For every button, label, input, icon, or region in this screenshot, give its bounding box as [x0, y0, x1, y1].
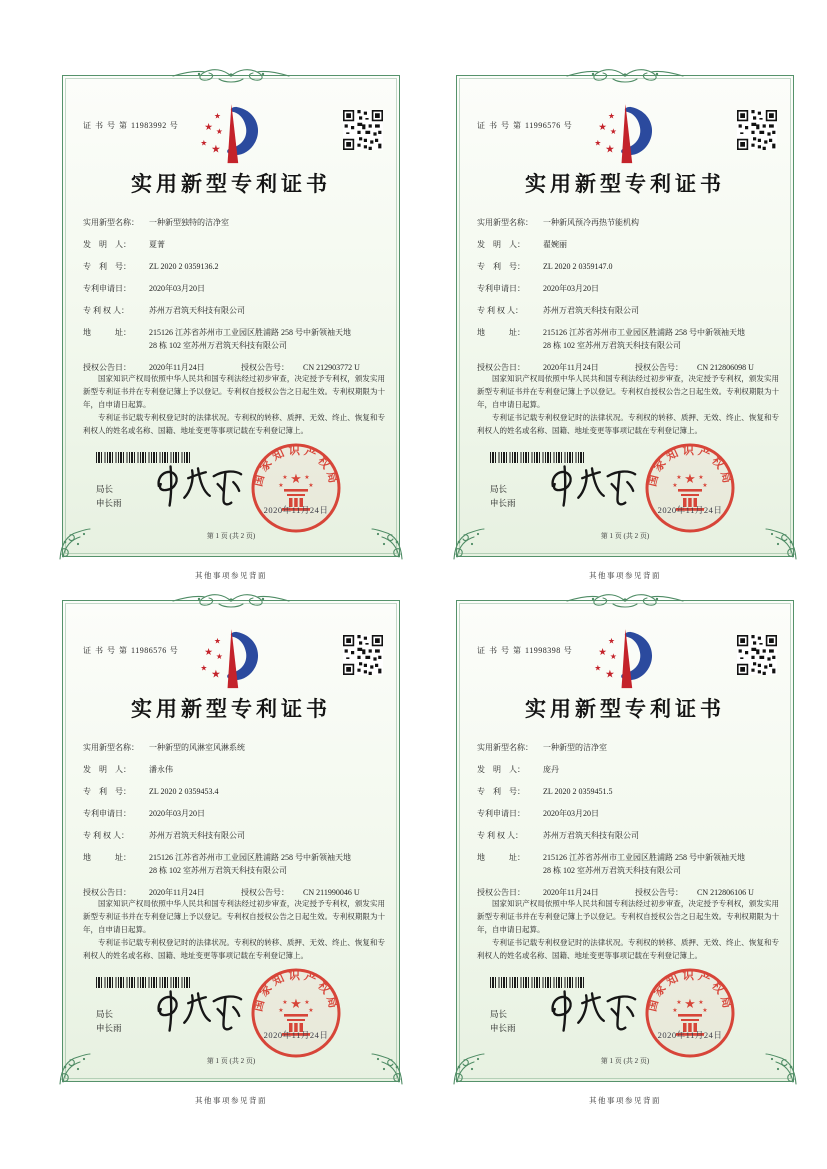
address-line-1: 215126 江苏省苏州市工业园区胜浦路 258 号中新领袖天地 [543, 328, 745, 337]
border-ornament-icon [169, 67, 293, 85]
utility-model-name-value: 一种新型独特的洁净室 [149, 218, 229, 227]
grant-number-label: 授权公告号： [241, 362, 289, 372]
patent-certificate [62, 75, 400, 581]
legal-text [83, 897, 385, 962]
svg-text:★: ★ [308, 482, 314, 489]
field-inventor [83, 765, 385, 775]
back-note: 其他事项参见背面 [195, 1096, 267, 1105]
inventor-value: 庞丹 [543, 765, 559, 774]
certificate-number-prefix: 证 书 号 第 [477, 121, 522, 130]
address-line-1: 215126 江苏省苏州市工业园区胜浦路 258 号中新领袖天地 [543, 853, 745, 862]
patent-number-value: ZL 2020 2 0359451.5 [543, 787, 613, 796]
certificate-title: 实用新型专利证书 [525, 172, 725, 196]
svg-text:★: ★ [672, 1007, 678, 1014]
field-utility-model-name [83, 743, 385, 753]
director-title: 局长 [96, 484, 114, 494]
patentee-value: 苏州万君筑天科技有限公司 [149, 831, 245, 840]
certificate-fields [477, 218, 779, 385]
svg-text:★: ★ [308, 1007, 314, 1014]
legal-paragraph-2: 专利证书记载专利权登记时的法律状况。专利权的转移、质押、无效、终止、恢复和专利权人的姓名或名称、国籍、地址变更等事项记载在专利登记簿上。 [83, 938, 385, 960]
director-title: 局长 [490, 1009, 508, 1019]
svg-text:★: ★ [598, 122, 607, 134]
svg-text:★: ★ [672, 482, 678, 489]
name-label: 实用新型名称： [83, 743, 139, 752]
address-value [543, 328, 779, 350]
patent-number-label: 专 利 号： [477, 787, 525, 796]
page-indicator: 第 1 页 (共 2 页) [600, 1057, 650, 1065]
page-indicator: 第 1 页 (共 2 页) [206, 532, 256, 540]
director-signature [149, 987, 247, 1035]
legal-paragraph-2: 专利证书记载专利权登记时的法律状况。专利权的转移、质押、无效、终止、恢复和专利权人的姓名或名称、国籍、地址变更等事项记载在专利登记簿上。 [83, 413, 385, 435]
seal-date: 2020年11月24日 [263, 505, 329, 515]
field-filing-date [83, 809, 385, 819]
filing-date-label: 专利申请日： [477, 284, 525, 293]
svg-text:★: ★ [684, 472, 696, 487]
address-label: 地 址： [477, 853, 525, 862]
field-inventor [83, 240, 385, 250]
svg-text:★: ★ [204, 647, 213, 659]
field-patent-number [83, 262, 385, 272]
legal-paragraph-2: 专利证书记载专利权登记时的法律状况。专利权的转移、质押、无效、终止、恢复和专利权人的姓名或名称、国籍、地址变更等事项记载在专利登记簿上。 [477, 938, 779, 960]
field-address [477, 328, 779, 350]
back-note: 其他事项参见背面 [589, 1096, 661, 1105]
grant-number-value: CN 212806106 U [697, 887, 754, 897]
svg-text:★: ★ [702, 482, 708, 489]
address-line-2: 28 栋 102 室苏州万君筑天科技有限公司 [543, 340, 681, 350]
patentee-value: 苏州万君筑天科技有限公司 [543, 831, 639, 840]
page-indicator: 第 1 页 (共 2 页) [206, 1057, 256, 1065]
field-patentee [477, 831, 779, 841]
grant-date-label: 授权公告日： [83, 362, 131, 372]
svg-text:★: ★ [211, 142, 221, 156]
grant-date-value: 2020年11月24日 [543, 362, 599, 372]
official-seal-icon [249, 966, 343, 1060]
svg-text:★: ★ [304, 999, 310, 1006]
page-indicator: 第 1 页 (共 2 页) [600, 532, 650, 540]
director-title: 局长 [490, 484, 508, 494]
svg-text:★: ★ [282, 474, 288, 481]
grant-date-label: 授权公告日： [83, 887, 131, 897]
svg-text:★: ★ [594, 138, 602, 148]
svg-text:★: ★ [278, 1007, 284, 1014]
filing-date-value: 2020年03月20日 [543, 809, 599, 818]
field-filing-date [477, 809, 779, 819]
patentee-label: 专 利 权 人： [83, 831, 129, 840]
inventor-label: 发 明 人： [83, 240, 131, 249]
svg-text:★: ★ [702, 1007, 708, 1014]
grant-number-label: 授权公告号： [635, 887, 683, 897]
field-patentee [83, 831, 385, 841]
svg-text:★: ★ [609, 127, 617, 137]
grant-date-label: 授权公告日： [477, 362, 525, 372]
border-ornament-icon [563, 592, 687, 610]
certificate-frame [456, 75, 794, 557]
patent-number-value: ZL 2020 2 0359147.0 [543, 262, 613, 271]
legal-text [83, 372, 385, 437]
grant-date-value: 2020年11月24日 [543, 887, 599, 897]
qr-code-icon [737, 635, 777, 675]
svg-text:★: ★ [676, 999, 682, 1006]
certificate-fields [83, 743, 385, 910]
filing-date-value: 2020年03月20日 [149, 284, 205, 293]
field-address [477, 853, 779, 875]
qr-code-icon [343, 110, 383, 150]
filing-date-value: 2020年03月20日 [543, 284, 599, 293]
patentee-label: 专 利 权 人： [477, 306, 523, 315]
address-label: 地 址： [477, 328, 525, 337]
patentee-label: 专 利 权 人： [477, 831, 523, 840]
legal-paragraph-2: 专利证书记载专利权登记时的法律状况。专利权的转移、质押、无效、终止、恢复和专利权人的姓名或名称、国籍、地址变更等事项记载在专利登记簿上。 [477, 413, 779, 435]
legal-text [477, 372, 779, 437]
address-line-2: 28 栋 102 室苏州万君筑天科技有限公司 [543, 865, 681, 875]
certificate-number-prefix: 证 书 号 第 [83, 646, 128, 655]
svg-text:★: ★ [594, 663, 602, 673]
filing-date-label: 专利申请日： [83, 809, 131, 818]
certificate-fields [477, 743, 779, 910]
director-block [96, 1007, 122, 1035]
patent-certificate [456, 75, 794, 581]
seal-date: 2020年11月24日 [657, 1030, 723, 1040]
address-value [543, 853, 779, 875]
svg-text:★: ★ [290, 997, 302, 1012]
address-value [149, 853, 385, 875]
border-ornament-icon [169, 592, 293, 610]
director-signature [543, 462, 641, 510]
svg-text:★: ★ [211, 667, 221, 681]
seal-date: 2020年11月24日 [263, 1030, 329, 1040]
address-value [149, 328, 385, 350]
certificate-frame [62, 600, 400, 1082]
patentee-label: 专 利 权 人： [83, 306, 129, 315]
patent-certificate [62, 600, 400, 1106]
filing-date-label: 专利申请日： [83, 284, 131, 293]
svg-text:★: ★ [607, 636, 615, 646]
certificate-frame [456, 600, 794, 1082]
utility-model-name-value: 一种新型的洁净室 [543, 743, 607, 752]
certificate-number-value: 11983992 [131, 121, 167, 130]
certificate-fields [83, 218, 385, 385]
qr-code-icon [343, 635, 383, 675]
field-utility-model-name [83, 218, 385, 228]
certificate-number-value: 11986576 [131, 646, 167, 655]
field-utility-model-name [477, 218, 779, 228]
svg-text:★: ★ [213, 111, 221, 121]
director-block [96, 482, 122, 510]
svg-text:★: ★ [684, 997, 696, 1012]
certificate-title: 实用新型专利证书 [131, 172, 331, 196]
legal-paragraph-1: 国家知识产权局依照中华人民共和国专利法经过初步审查，决定授予专利权，颁发实用新型专利证书并在专利登记簿上予以登记。专利权自授权公告之日起生效。专利权期限为十年，自申请日起算。 [477, 899, 779, 934]
director-signature [149, 462, 247, 510]
grant-date-label: 授权公告日： [477, 887, 525, 897]
grant-number-value: CN 212903772 U [303, 362, 360, 372]
certificate-number [83, 645, 179, 656]
svg-text:国家知识产权局: 国家知识产权局 [646, 970, 734, 1013]
inventor-label: 发 明 人： [83, 765, 131, 774]
director-block [490, 1007, 516, 1035]
address-line-2: 28 栋 102 室苏州万君筑天科技有限公司 [149, 340, 287, 350]
field-grant [83, 363, 385, 373]
legal-paragraph-1: 国家知识产权局依照中华人民共和国专利法经过初步审查，决定授予专利权，颁发实用新型专利证书并在专利登记簿上予以登记。专利权自授权公告之日起生效。专利权期限为十年，自申请日起算。 [83, 374, 385, 409]
field-filing-date [477, 284, 779, 294]
field-patent-number [477, 787, 779, 797]
inventor-label: 发 明 人： [477, 765, 525, 774]
certificate-number-prefix: 证 书 号 第 [477, 646, 522, 655]
official-seal-icon [643, 966, 737, 1060]
svg-text:★: ★ [605, 667, 615, 681]
field-address [83, 328, 385, 350]
svg-text:★: ★ [282, 999, 288, 1006]
director-name: 申长雨 [490, 498, 516, 508]
name-label: 实用新型名称： [477, 743, 533, 752]
address-label: 地 址： [83, 328, 131, 337]
svg-text:★: ★ [304, 474, 310, 481]
address-line-1: 215126 江苏省苏州市工业园区胜浦路 258 号中新领袖天地 [149, 328, 351, 337]
certificate-number-value: 11998398 [525, 646, 561, 655]
utility-model-name-value: 一种新型的风淋室风淋系统 [149, 743, 245, 752]
svg-text:★: ★ [200, 663, 208, 673]
filing-date-value: 2020年03月20日 [149, 809, 205, 818]
inventor-value: 翟婉丽 [543, 240, 567, 249]
address-line-2: 28 栋 102 室苏州万君筑天科技有限公司 [149, 865, 287, 875]
address-label: 地 址： [83, 853, 131, 862]
patent-number-label: 专 利 号： [83, 787, 131, 796]
legal-text [477, 897, 779, 962]
certificate-number-suffix: 号 [169, 646, 179, 655]
legal-paragraph-1: 国家知识产权局依照中华人民共和国专利法经过初步审查，决定授予专利权，颁发实用新型专利证书并在专利登记簿上予以登记。专利权自授权公告之日起生效。专利权期限为十年，自申请日起算。 [83, 899, 385, 934]
patent-number-label: 专 利 号： [477, 262, 525, 271]
grant-number-label: 授权公告号： [241, 887, 289, 897]
seal-date: 2020年11月24日 [657, 505, 723, 515]
cnipa-patent-logo-icon [198, 627, 260, 693]
address-line-1: 215126 江苏省苏州市工业园区胜浦路 258 号中新领袖天地 [149, 853, 351, 862]
field-inventor [477, 240, 779, 250]
certificate-number-suffix: 号 [169, 121, 179, 130]
grant-date-value: 2020年11月24日 [149, 362, 205, 372]
certificate-number [477, 645, 573, 656]
grant-number-label: 授权公告号： [635, 362, 683, 372]
field-grant [83, 888, 385, 898]
director-name: 申长雨 [490, 1023, 516, 1033]
utility-model-name-value: 一种新风预冷再热节能机构 [543, 218, 639, 227]
certificate-frame [62, 75, 400, 557]
field-patent-number [83, 787, 385, 797]
svg-text:★: ★ [290, 472, 302, 487]
director-name: 申长雨 [96, 498, 122, 508]
patentee-value: 苏州万君筑天科技有限公司 [543, 306, 639, 315]
svg-text:国家知识产权局: 国家知识产权局 [646, 445, 734, 488]
inventor-label: 发 明 人： [477, 240, 525, 249]
svg-text:国家知识产权局: 国家知识产权局 [252, 970, 340, 1013]
svg-text:★: ★ [200, 138, 208, 148]
patent-number-value: ZL 2020 2 0359136.2 [149, 262, 219, 271]
certificate-number [83, 120, 179, 131]
cnipa-patent-logo-icon [592, 102, 654, 168]
back-note: 其他事项参见背面 [195, 571, 267, 580]
patentee-value: 苏州万君筑天科技有限公司 [149, 306, 245, 315]
qr-code-icon [737, 110, 777, 150]
back-note: 其他事项参见背面 [589, 571, 661, 580]
cnipa-patent-logo-icon [198, 102, 260, 168]
certificate-number-suffix: 号 [563, 646, 573, 655]
svg-text:★: ★ [607, 111, 615, 121]
svg-text:★: ★ [609, 652, 617, 662]
grant-number-value: CN 212806098 U [697, 362, 754, 372]
field-patentee [477, 306, 779, 316]
svg-text:★: ★ [215, 127, 223, 137]
field-grant [477, 888, 779, 898]
inventor-value: 夏菁 [149, 240, 165, 249]
name-label: 实用新型名称： [477, 218, 533, 227]
border-ornament-icon [563, 67, 687, 85]
director-block [490, 482, 516, 510]
certificate-number [477, 120, 573, 131]
director-title: 局长 [96, 1009, 114, 1019]
legal-paragraph-1: 国家知识产权局依照中华人民共和国专利法经过初步审查，决定授予专利权，颁发实用新型专利证书并在专利登记簿上予以登记。专利权自授权公告之日起生效。专利权期限为十年，自申请日起算。 [477, 374, 779, 409]
svg-text:★: ★ [213, 636, 221, 646]
official-seal-icon [643, 441, 737, 535]
certificate-number-prefix: 证 书 号 第 [83, 121, 128, 130]
svg-text:★: ★ [698, 474, 704, 481]
patent-certificate [456, 600, 794, 1106]
filing-date-label: 专利申请日： [477, 809, 525, 818]
svg-text:国家知识产权局: 国家知识产权局 [252, 445, 340, 488]
director-name: 申长雨 [96, 1023, 122, 1033]
field-inventor [477, 765, 779, 775]
svg-text:★: ★ [698, 999, 704, 1006]
director-signature [543, 987, 641, 1035]
svg-text:★: ★ [598, 647, 607, 659]
svg-text:★: ★ [215, 652, 223, 662]
svg-text:★: ★ [278, 482, 284, 489]
field-patent-number [477, 262, 779, 272]
grant-date-value: 2020年11月24日 [149, 887, 205, 897]
grant-number-value: CN 211990046 U [303, 887, 360, 897]
svg-text:★: ★ [605, 142, 615, 156]
field-address [83, 853, 385, 875]
certificate-title: 实用新型专利证书 [131, 697, 331, 721]
certificate-title: 实用新型专利证书 [525, 697, 725, 721]
patent-number-label: 专 利 号： [83, 262, 131, 271]
inventor-value: 潘永伟 [149, 765, 173, 774]
certificate-number-value: 11996576 [525, 121, 561, 130]
field-filing-date [83, 284, 385, 294]
field-grant [477, 363, 779, 373]
official-seal-icon [249, 441, 343, 535]
svg-text:★: ★ [676, 474, 682, 481]
svg-text:★: ★ [204, 122, 213, 134]
cnipa-patent-logo-icon [592, 627, 654, 693]
certificate-number-suffix: 号 [563, 121, 573, 130]
field-utility-model-name [477, 743, 779, 753]
field-patentee [83, 306, 385, 316]
patent-number-value: ZL 2020 2 0359453.4 [149, 787, 219, 796]
name-label: 实用新型名称： [83, 218, 139, 227]
